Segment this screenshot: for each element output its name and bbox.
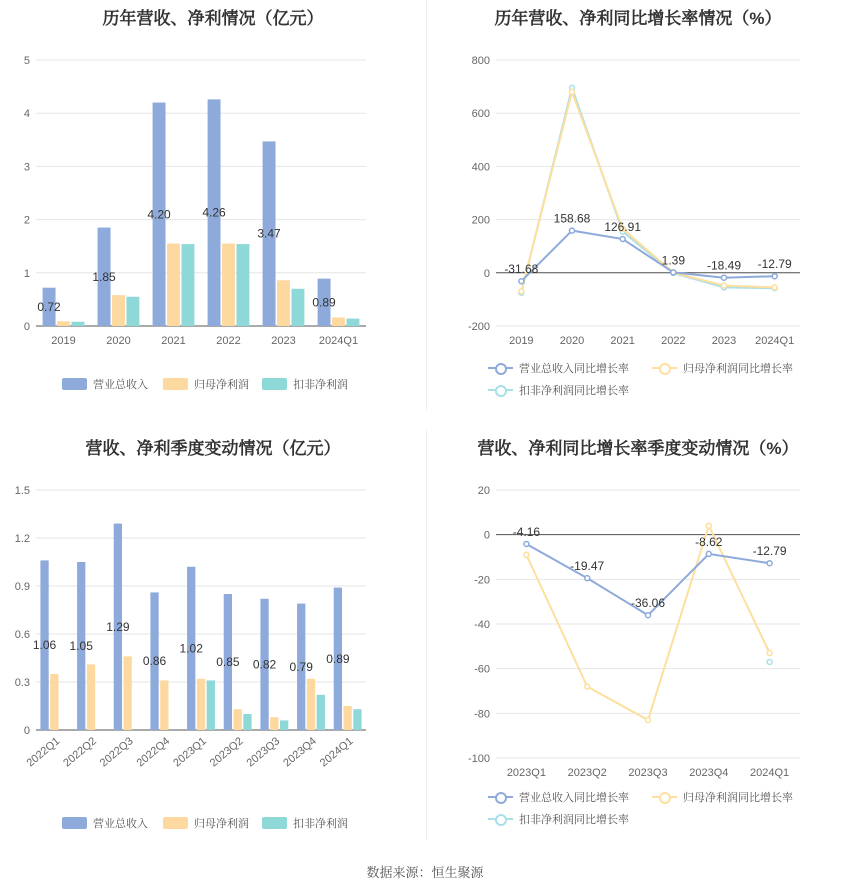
bar-data-label: 0.89 <box>312 295 336 310</box>
y-tick-label: 0 <box>483 529 490 542</box>
bar-data-label: 4.26 <box>202 205 226 220</box>
y-tick-label: 1.2 <box>14 533 30 545</box>
x-tick-label: 2019 <box>509 335 534 347</box>
series-point <box>620 237 625 242</box>
bar-net-profit <box>307 679 315 730</box>
legend-item-deducted-profit[interactable] <box>262 815 348 831</box>
series-point <box>519 279 524 284</box>
y-tick-label: 0.6 <box>14 629 30 641</box>
x-tick-label: 2023Q1 <box>506 767 546 779</box>
legend-item-revenue[interactable] <box>62 376 148 392</box>
y-tick-label: 0 <box>23 725 30 737</box>
y-tick-label: -20 <box>474 574 490 587</box>
x-tick-label: 2023Q2 <box>567 767 607 779</box>
x-tick-label: 2023Q3 <box>244 735 283 770</box>
annual-bar-chart <box>0 0 426 410</box>
series-point <box>570 228 575 233</box>
legend-line-marker <box>652 790 677 804</box>
bar-deducted-profit <box>317 695 325 730</box>
x-tick-label: 2023Q3 <box>628 767 668 779</box>
line-data-label: -18.49 <box>706 258 742 273</box>
bar-data-label: 0.72 <box>37 299 61 314</box>
y-tick-label: 400 <box>471 161 490 174</box>
legend-label: 扣非净利润 <box>293 818 348 830</box>
bar-data-label: 0.86 <box>142 654 167 669</box>
x-tick-label: 2021 <box>610 335 635 347</box>
legend-item-net-profit-growth[interactable] <box>652 360 793 376</box>
bar-net-profit <box>332 317 345 326</box>
chart-title: 历年营收、净利同比增长率情况（%） <box>494 9 782 28</box>
series-point <box>706 523 711 528</box>
series-point <box>706 551 711 556</box>
y-tick-label: -40 <box>474 619 490 631</box>
legend-item-net-profit-growth[interactable] <box>652 789 793 805</box>
x-tick-label: 2019 <box>51 335 76 347</box>
bar-data-label: 3.47 <box>257 226 281 241</box>
legend-label: 归母净利润 <box>194 818 249 830</box>
legend-swatch <box>62 817 87 829</box>
line-data-label: -12.79 <box>752 544 787 559</box>
legend-label: 归母净利润同比增长率 <box>683 363 793 375</box>
legend-line-marker <box>488 790 513 804</box>
data-source-note: 数据来源：恒生聚源 <box>366 865 484 880</box>
legend-label: 营业总收入同比增长率 <box>519 792 629 804</box>
line-data-label: -19.47 <box>570 559 605 574</box>
x-tick-label: 2024Q1 <box>317 735 356 770</box>
legend-label: 营业总收入 <box>93 379 148 391</box>
y-tick-label: 3 <box>23 161 30 174</box>
line-data-label: 1.39 <box>661 253 686 268</box>
bar-net-profit <box>197 679 205 730</box>
series-point <box>519 289 524 294</box>
y-tick-label: 200 <box>471 214 490 227</box>
bar-data-label: 1.85 <box>92 269 116 284</box>
x-tick-label: 2023Q4 <box>281 735 319 770</box>
bar-data-label: 4.20 <box>147 207 171 222</box>
series-line-revenue <box>521 231 774 282</box>
x-tick-label: 2023Q2 <box>207 735 246 770</box>
y-tick-label: 600 <box>471 108 490 121</box>
chart-legend <box>0 815 426 835</box>
series-point <box>646 718 651 723</box>
series-point <box>585 684 590 689</box>
series-point <box>767 561 772 566</box>
series-point <box>772 274 777 279</box>
legend-swatch <box>62 378 87 390</box>
x-tick-label: 2020 <box>106 335 131 347</box>
legend-item-net-profit[interactable] <box>163 815 249 831</box>
bar-net-profit <box>167 244 180 326</box>
x-tick-label: 2023Q4 <box>689 767 729 779</box>
bar-data-label: 0.85 <box>216 655 240 669</box>
series-line-net-profit <box>526 526 769 720</box>
quarterly-bar-chart <box>0 430 426 850</box>
bar-deducted-profit <box>71 322 84 326</box>
bar-deducted-profit <box>207 680 215 730</box>
series-point <box>767 651 772 656</box>
legend-label: 扣非净利润 <box>293 379 348 391</box>
x-tick-label: 2020 <box>559 335 585 347</box>
x-tick-label: 2023 <box>271 335 296 347</box>
series-point <box>767 659 772 664</box>
y-tick-label: 20 <box>477 485 490 497</box>
bar-data-label: 0.89 <box>326 651 350 666</box>
x-tick-label: 2022Q3 <box>97 735 136 770</box>
line-data-label: -4.16 <box>512 524 541 539</box>
legend-item-deducted-profit-growth[interactable] <box>488 382 629 398</box>
x-tick-label: 2022Q2 <box>61 735 99 770</box>
legend-swatch <box>262 378 287 390</box>
bar-data-label: 1.29 <box>106 619 130 634</box>
legend-label: 营业总收入同比增长率 <box>519 363 629 375</box>
y-tick-label: 5 <box>23 55 30 67</box>
legend-item-revenue[interactable] <box>62 815 148 831</box>
bar-deducted-profit <box>346 319 359 326</box>
legend-label: 扣非净利润同比增长率 <box>519 385 629 397</box>
series-point <box>524 552 529 557</box>
legend-item-deducted-profit-growth[interactable] <box>488 811 629 827</box>
legend-item-revenue-growth[interactable] <box>488 789 629 805</box>
series-point <box>722 283 727 288</box>
chart-legend <box>426 360 850 400</box>
line-data-label: 126.91 <box>604 220 642 235</box>
bar-deducted-profit <box>280 720 288 730</box>
y-tick-label: -60 <box>474 663 490 676</box>
quarterly-revenue-profit-panel <box>0 430 426 850</box>
y-tick-label: -200 <box>467 321 490 333</box>
series-point <box>585 576 590 581</box>
y-tick-label: 0 <box>483 267 490 280</box>
series-point <box>722 275 727 280</box>
line-data-label: -8.62 <box>695 534 723 549</box>
x-tick-label: 2023Q1 <box>171 735 209 770</box>
legend-label: 扣非净利润同比增长率 <box>519 814 629 826</box>
quarterly-growth-panel <box>426 430 850 850</box>
bar-data-label: 1.02 <box>179 641 203 656</box>
line-data-label: -12.79 <box>757 257 792 272</box>
annual-revenue-profit-panel <box>0 0 426 410</box>
line-data-label: -31.68 <box>504 262 539 277</box>
bar-net-profit <box>270 717 278 730</box>
bar-net-profit <box>344 706 352 730</box>
legend-swatch <box>163 378 188 390</box>
legend-swatch <box>262 817 287 829</box>
bar-net-profit <box>57 321 70 326</box>
x-tick-label: 2023 <box>711 335 737 347</box>
y-tick-label: 0 <box>23 321 30 333</box>
bar-deducted-profit <box>181 244 194 326</box>
x-tick-label: 2022Q4 <box>134 735 173 770</box>
quarterly-growth-line-chart <box>426 430 850 850</box>
x-tick-label: 2022 <box>216 335 241 347</box>
x-tick-label: 2024Q1 <box>755 335 795 347</box>
legend-line-marker <box>488 383 513 397</box>
y-tick-label: 800 <box>471 55 490 67</box>
bar-deducted-profit <box>236 244 249 326</box>
x-tick-label: 2022Q1 <box>24 735 63 770</box>
chart-legend <box>426 789 850 829</box>
line-data-label: 158.68 <box>553 211 591 226</box>
bar-net-profit <box>222 244 235 326</box>
y-tick-label: 1.5 <box>14 485 30 497</box>
series-point <box>671 270 676 275</box>
series-point <box>570 89 575 94</box>
y-tick-label: 0.3 <box>14 677 30 689</box>
x-tick-label: 2022 <box>661 335 686 347</box>
bar-deducted-profit <box>291 289 304 326</box>
legend-line-marker <box>488 361 513 375</box>
bar-net-profit <box>112 295 125 326</box>
bar-net-profit <box>234 709 242 730</box>
bar-net-profit <box>50 674 58 730</box>
legend-item-net-profit[interactable] <box>163 376 249 392</box>
x-tick-label: 2024Q1 <box>750 767 790 779</box>
series-point <box>646 613 651 618</box>
bar-deducted-profit <box>126 297 139 326</box>
legend-line-marker <box>652 361 677 375</box>
bar-net-profit <box>124 656 132 730</box>
chart-title: 营收、净利同比增长率季度变动情况（%） <box>477 439 799 458</box>
series-point <box>524 541 529 546</box>
annual-growth-line-chart <box>426 0 850 410</box>
x-tick-label: 2024Q1 <box>318 335 359 347</box>
bar-data-label: 0.82 <box>252 657 277 672</box>
annual-growth-panel <box>426 0 850 410</box>
line-data-label: -36.06 <box>630 596 666 611</box>
bar-net-profit <box>277 280 290 326</box>
bar-deducted-profit <box>353 709 361 730</box>
legend-swatch <box>163 817 188 829</box>
chart-legend <box>0 376 426 396</box>
bar-deducted-profit <box>243 714 251 730</box>
y-tick-label: -100 <box>467 753 490 765</box>
y-tick-label: -80 <box>474 708 490 721</box>
legend-item-deducted-profit[interactable] <box>262 376 348 392</box>
y-tick-label: 0.9 <box>14 581 30 593</box>
y-tick-label: 2 <box>23 214 30 227</box>
bar-data-label: 0.79 <box>289 659 313 674</box>
series-point <box>772 285 777 290</box>
legend-label: 归母净利润 <box>194 379 249 391</box>
y-tick-label: 4 <box>23 108 30 121</box>
legend-label: 营业总收入 <box>93 818 148 830</box>
legend-item-revenue-growth[interactable] <box>488 360 629 376</box>
y-tick-label: 1 <box>23 267 30 280</box>
bar-data-label: 1.05 <box>69 639 93 653</box>
bar-net-profit <box>160 680 168 730</box>
bar-data-label: 1.06 <box>32 638 57 653</box>
x-tick-label: 2021 <box>161 335 186 347</box>
chart-title: 历年营收、净利情况（亿元） <box>102 9 324 28</box>
chart-title: 营收、净利季度变动情况（亿元） <box>85 439 341 458</box>
bar-net-profit <box>87 664 95 730</box>
legend-line-marker <box>488 812 513 826</box>
legend-label: 归母净利润同比增长率 <box>683 792 793 804</box>
